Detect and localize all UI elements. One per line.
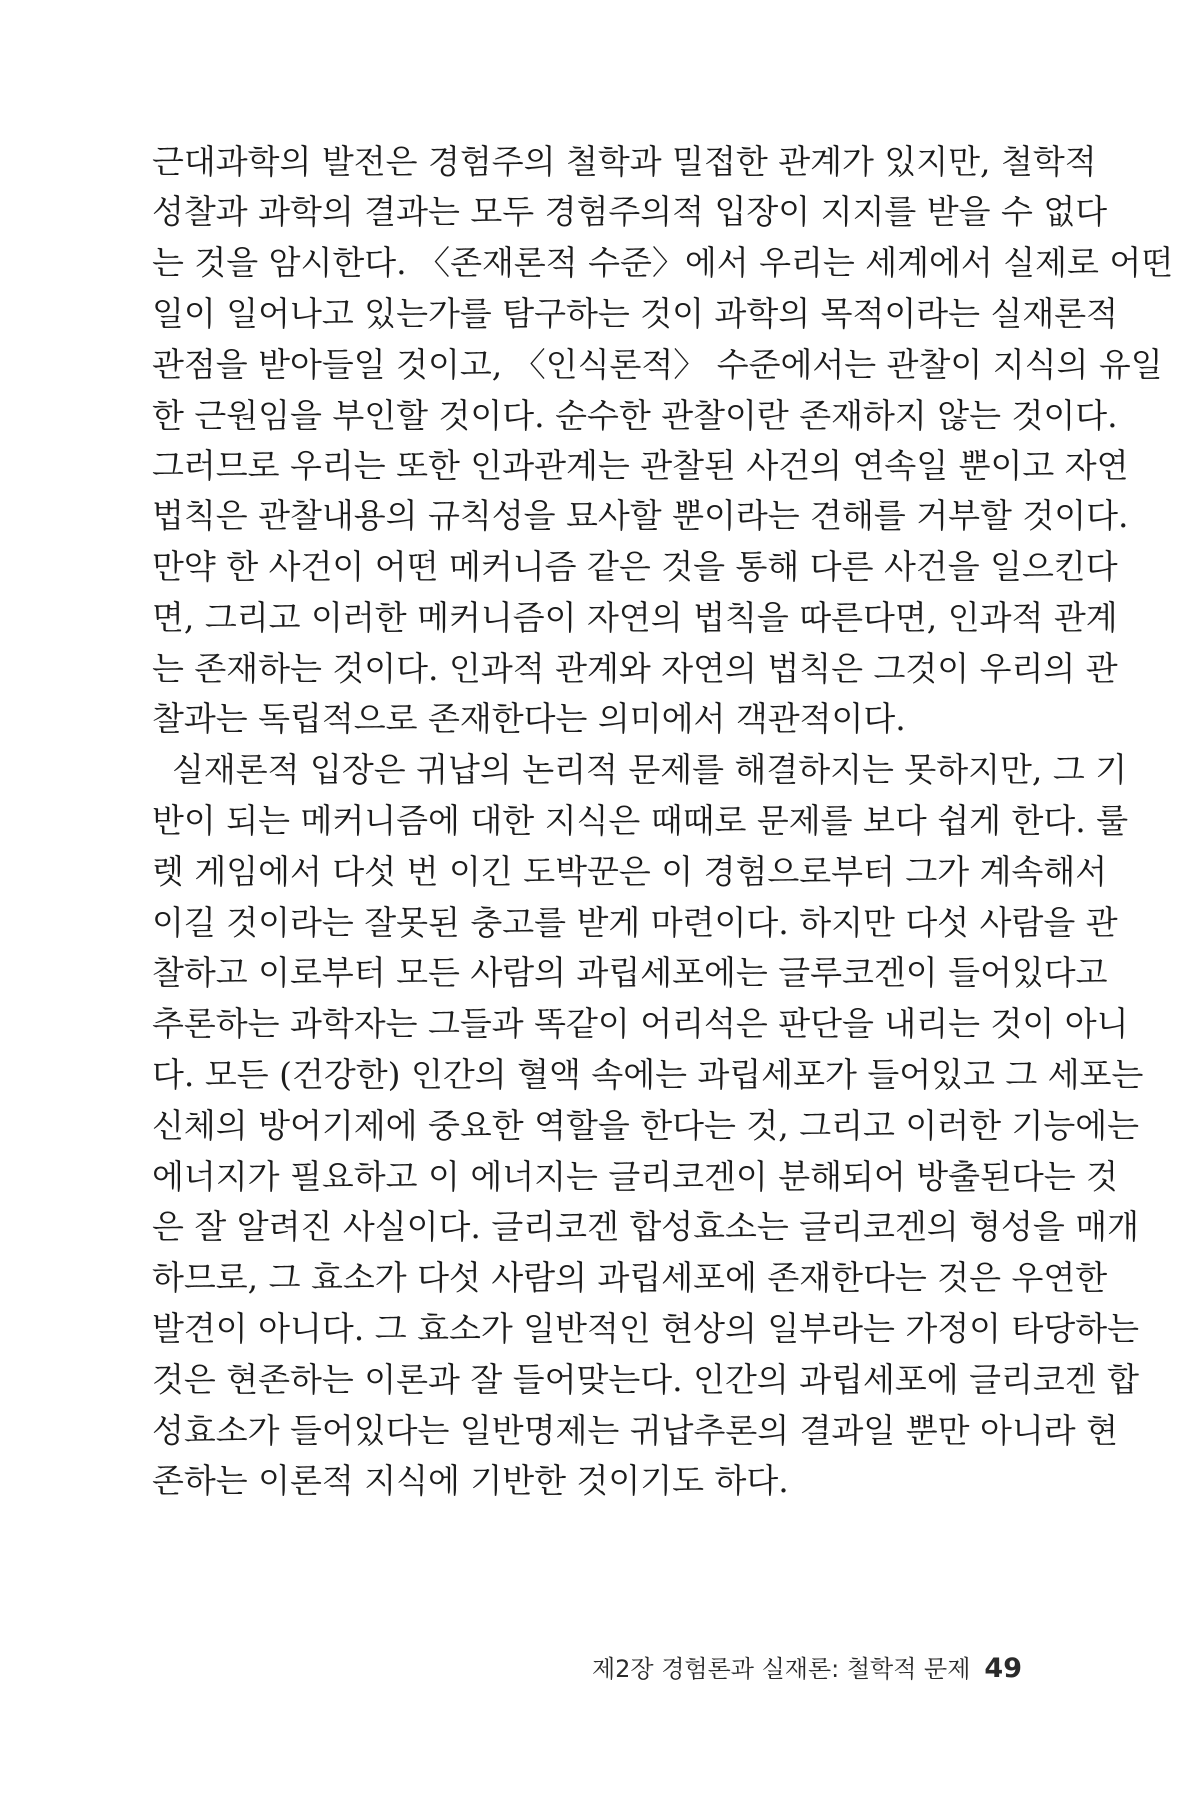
body-line: 성찰과 과학의 결과는 모두 경험주의적 입장이 지지를 받을 수 없다 — [152, 192, 1108, 231]
running-footer — [592, 1653, 1022, 1685]
body-line: 것은 현존하는 이론과 잘 들어맞는다. 인간의 과립세포에 글리코겐 합 — [152, 1360, 1139, 1399]
body-line: 만약 한 사건이 어떤 메커니즘 같은 것을 통해 다른 사건을 일으킨다 — [152, 547, 1118, 586]
body-line: 관점을 받아들일 것이고, 〈인식론적〉 수준에서는 관찰이 지식의 유일 — [152, 345, 1163, 384]
body-line: 는 존재하는 것이다. 인과적 관계와 자연의 법칙은 그것이 우리의 관 — [152, 649, 1118, 688]
body-line: 한 근원임을 부인할 것이다. 순수한 관찰이란 존재하지 않는 것이다. — [152, 396, 1118, 435]
body-line: 근대과학의 발전은 경험주의 철학과 밀접한 관계가 있지만, 철학적 — [152, 142, 1097, 181]
body-line: 찰하고 이로부터 모든 사람의 과립세포에는 글루코겐이 들어있다고 — [152, 953, 1108, 992]
body-line: 는 것을 암시한다. 〈존재론적 수준〉에서 우리는 세계에서 실제로 어떤 — [152, 243, 1174, 282]
body-line: 법칙은 관찰내용의 규칙성을 묘사할 뿐이라는 견해를 거부할 것이다. — [152, 496, 1129, 535]
body-line: 일이 일어나고 있는가를 탐구하는 것이 과학의 목적이라는 실재론적 — [152, 294, 1119, 333]
body-line: 발견이 아니다. 그 효소가 일반적인 현상의 일부라는 가정이 타당하는 — [152, 1309, 1139, 1348]
body-line: 다. 모든 (건강한) 인간의 혈액 속에는 과립세포가 들어있고 그 세포는 — [152, 1055, 1144, 1094]
body-line: 추론하는 과학자는 그들과 똑같이 어리석은 판단을 내리는 것이 아니 — [152, 1004, 1129, 1043]
body-line: 존하는 이론적 지식에 기반한 것이기도 하다. — [152, 1461, 789, 1500]
body-line: 반이 되는 메커니즘에 대한 지식은 때때로 문제를 보다 쉽게 한다. 룰 — [152, 801, 1129, 840]
body-line: 실재론적 입장은 귀납의 논리적 문제를 해결하지는 못하지만, 그 기 — [172, 750, 1128, 789]
chapter-title: 제2장 경험론과 실재론: 철학적 문제 — [591, 1655, 971, 1683]
body-line: 하므로, 그 효소가 다섯 사람의 과립세포에 존재한다는 것은 우연한 — [152, 1258, 1108, 1297]
body-line: 이길 것이라는 잘못된 충고를 받게 마련이다. 하지만 다섯 사람을 관 — [152, 903, 1118, 942]
body-line: 그러므로 우리는 또한 인과관계는 관찰된 사건의 연속일 뿐이고 자연 — [152, 446, 1129, 485]
body-line: 에너지가 필요하고 이 에너지는 글리코겐이 분해되어 방출된다는 것 — [152, 1157, 1119, 1196]
body-line: 찰과는 독립적으로 존재한다는 의미에서 객관적이다. — [152, 699, 906, 738]
body-line: 면, 그리고 이러한 메커니즘이 자연의 법칙을 따른다면, 인과적 관계 — [152, 598, 1118, 637]
body-line: 은 잘 알려진 사실이다. 글리코겐 합성효소는 글리코겐의 형성을 매개 — [152, 1207, 1139, 1246]
page-number: 49 — [984, 1653, 1022, 1684]
body-line: 신체의 방어기제에 중요한 역할을 한다는 것, 그리고 이러한 기능에는 — [152, 1106, 1139, 1145]
body-line: 성효소가 들어있다는 일반명제는 귀납추론의 결과일 뿐만 아니라 현 — [152, 1411, 1119, 1450]
body-line: 렛 게임에서 다섯 번 이긴 도박꾼은 이 경험으로부터 그가 계속해서 — [152, 852, 1108, 891]
